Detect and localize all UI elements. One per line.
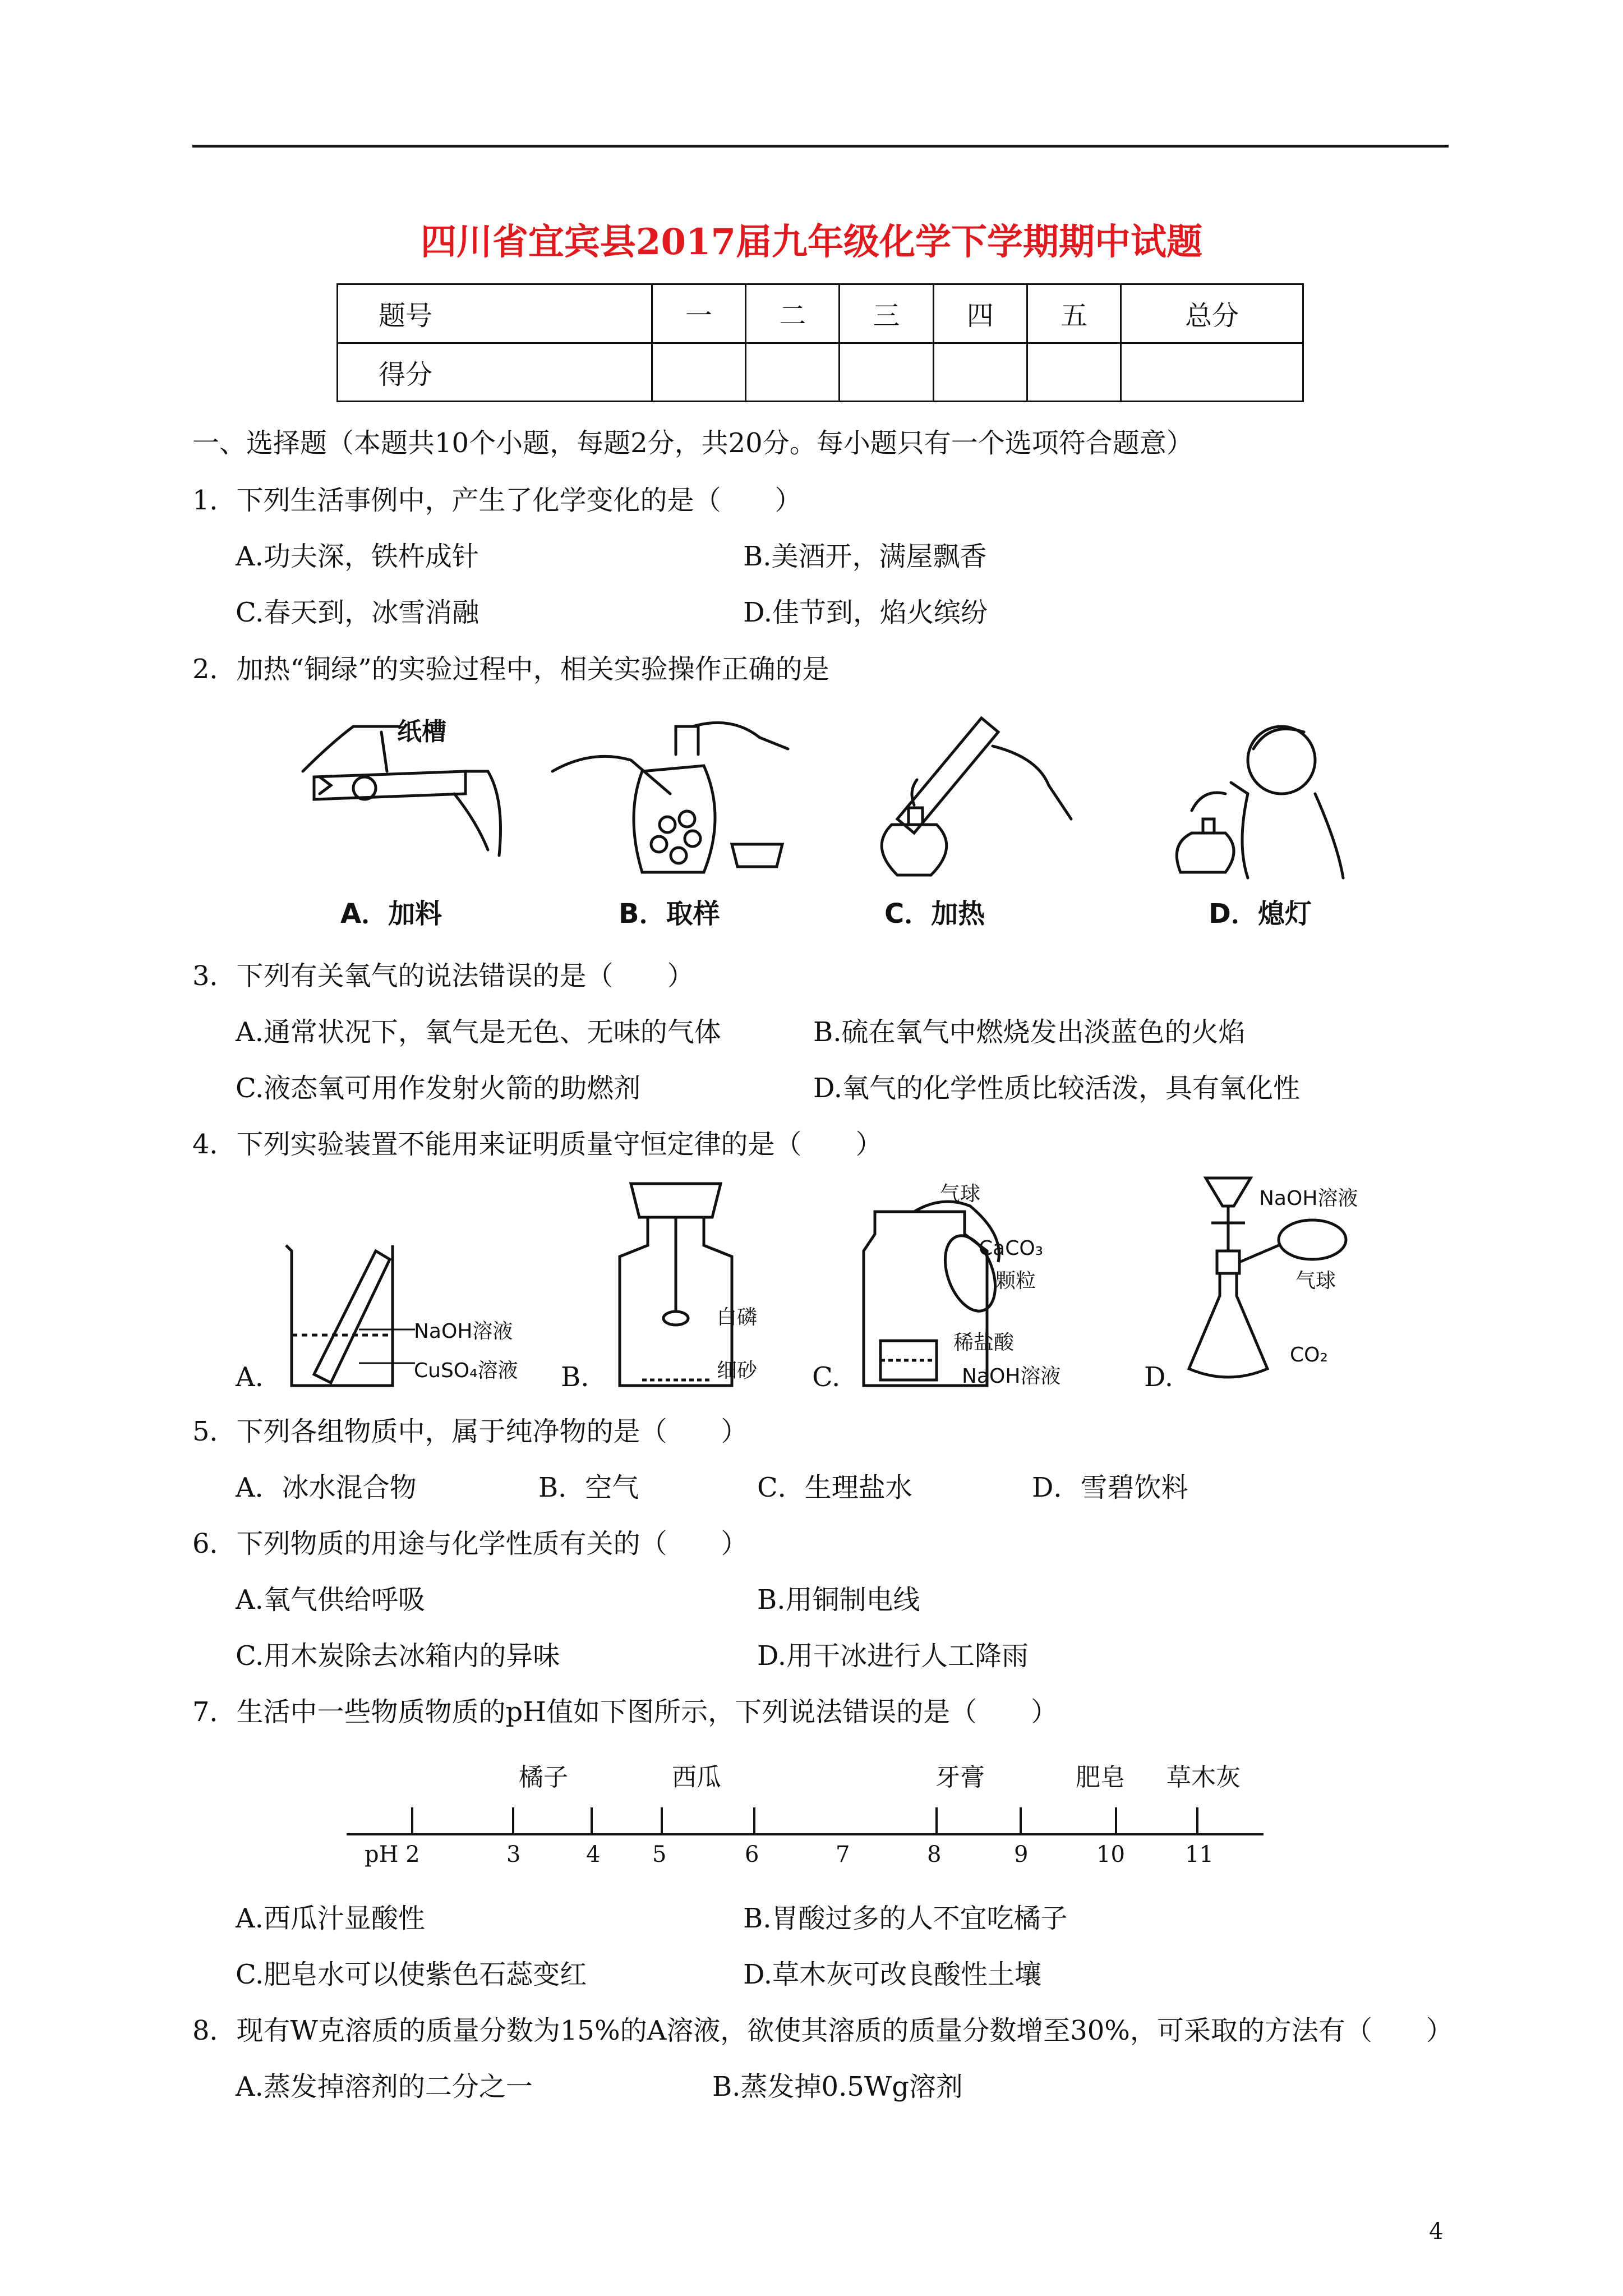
q4-a-leader-lines bbox=[359, 1324, 421, 1369]
q6-option-d: D.用干冰进行人工降雨 bbox=[757, 1640, 1029, 1672]
ph-tick bbox=[512, 1807, 514, 1833]
ph-tick bbox=[591, 1807, 593, 1833]
score-header-cell: 五 bbox=[1027, 284, 1121, 343]
q3-option-b: B.硫在氧气中燃烧发出淡蓝色的火焰 bbox=[813, 1016, 1246, 1048]
score-cell bbox=[746, 343, 840, 402]
q2-caption-c: C．加热 bbox=[884, 898, 985, 930]
q6-option-a: A.氧气供给呼吸 bbox=[236, 1584, 425, 1616]
q2-figure-d-extinguish bbox=[1169, 710, 1354, 884]
ph-tick-label: 11 bbox=[1185, 1842, 1214, 1867]
q4-c-label-hcl: 稀盐酸 bbox=[953, 1331, 1015, 1354]
ph-tick bbox=[1196, 1807, 1198, 1833]
q8-option-a: A.蒸发掉溶剂的二分之一 bbox=[236, 2071, 533, 2102]
q4-c-label-caco3: CaCO₃ bbox=[979, 1237, 1044, 1260]
q2-caption-a: A．加料 bbox=[340, 898, 442, 930]
q4-figure-a-beaker bbox=[280, 1240, 404, 1397]
q2-figure-c-heating bbox=[847, 701, 1082, 886]
ph-tick-label: 3 bbox=[506, 1842, 521, 1867]
score-header-cell: 一 bbox=[652, 284, 745, 343]
q2-figure-b-sampling bbox=[547, 704, 805, 884]
score-cell bbox=[933, 343, 1027, 402]
q5-option-c: C．生理盐水 bbox=[757, 1472, 912, 1503]
ph-tick-label: 8 bbox=[927, 1842, 942, 1867]
score-table-header-row bbox=[338, 284, 1303, 343]
score-header-cell: 四 bbox=[933, 284, 1027, 343]
q4-letter-b: B. bbox=[561, 1361, 589, 1393]
q4-letter-d: D. bbox=[1144, 1361, 1174, 1393]
ph-tick-label: 4 bbox=[586, 1842, 601, 1867]
q1-option-c: C.春天到，冰雪消融 bbox=[236, 597, 479, 628]
q1-option-d: D.佳节到，焰火缤纷 bbox=[743, 597, 988, 628]
score-row-label: 得分 bbox=[338, 343, 652, 402]
section-heading: 一、选择题（本题共10个小题，每题2分，共20分。每小题只有一个选项符合题意） bbox=[192, 427, 1193, 459]
q6-option-c: C.用木炭除去冰箱内的异味 bbox=[236, 1640, 560, 1672]
question-8-stem: 8．现有W克溶质的质量分数为15%的A溶液，欲使其溶质的质量分数增至30%，可采取的方法有（ ） bbox=[192, 2015, 1453, 2046]
q4-letter-a: A. bbox=[236, 1361, 264, 1393]
ph-tick bbox=[1115, 1807, 1117, 1833]
ph-tick bbox=[661, 1807, 663, 1833]
question-5-stem: 5．下列各组物质中，属于纯净物的是（ ） bbox=[192, 1416, 748, 1447]
q4-c-label-balloon: 气球 bbox=[940, 1182, 981, 1205]
question-4-stem: 4．下列实验装置不能用来证明质量守恒定律的是（ ） bbox=[192, 1129, 883, 1160]
score-table-score-row bbox=[338, 343, 1303, 402]
score-header-cell: 题号 bbox=[338, 284, 652, 343]
ph-tick bbox=[935, 1807, 938, 1833]
score-header-cell: 二 bbox=[746, 284, 840, 343]
q1-option-a: A.功夫深，铁杵成针 bbox=[236, 541, 479, 572]
score-table bbox=[336, 283, 1304, 402]
question-6-stem: 6．下列物质的用途与化学性质有关的（ ） bbox=[192, 1528, 748, 1559]
header-rule bbox=[192, 145, 1449, 148]
q5-option-b: B．空气 bbox=[538, 1472, 639, 1503]
q3-option-d: D.氧气的化学性质比较活泼，具有氧化性 bbox=[813, 1073, 1301, 1104]
q4-d-label-balloon: 气球 bbox=[1295, 1269, 1336, 1292]
ph-tick-label: 5 bbox=[652, 1842, 667, 1867]
ph-tick bbox=[1020, 1807, 1022, 1833]
q5-option-a: A．冰水混合物 bbox=[236, 1472, 417, 1503]
q4-d-label-naoh: NaOH溶液 bbox=[1259, 1187, 1358, 1210]
page-number: 4 bbox=[1429, 2219, 1444, 2244]
ph-substance-soap: 肥皂 bbox=[1076, 1763, 1125, 1792]
ph-tick-label: pH 2 bbox=[365, 1842, 420, 1867]
score-cell bbox=[652, 343, 745, 402]
q7-option-a: A.西瓜汁显酸性 bbox=[236, 1903, 425, 1934]
page-title: 四川省宜宾县2017届九年级化学下学期期中试题 bbox=[420, 221, 1203, 263]
ph-tick bbox=[411, 1807, 413, 1833]
question-2-stem: 2．加热“铜绿”的实验过程中，相关实验操作正确的是 bbox=[192, 654, 829, 685]
q4-letter-c: C. bbox=[812, 1361, 841, 1393]
q8-option-b: B.蒸发掉0.5Wg溶剂 bbox=[712, 2071, 963, 2102]
q2-caption-b: B．取样 bbox=[619, 898, 720, 930]
score-cell bbox=[840, 343, 933, 402]
q3-option-a: A.通常状况下，氧气是无色、无味的气体 bbox=[236, 1016, 721, 1048]
q1-option-b: B.美酒开，满屋飘香 bbox=[743, 541, 987, 572]
q4-b-label-sand: 细砂 bbox=[717, 1359, 758, 1382]
ph-tick-label: 6 bbox=[745, 1842, 759, 1867]
ph-tick-label: 7 bbox=[836, 1842, 850, 1867]
ph-substance-toothpaste: 牙膏 bbox=[935, 1763, 985, 1792]
q4-a-label-cuso4: CuSO₄溶液 bbox=[414, 1359, 518, 1382]
ph-substance-orange: 橘子 bbox=[519, 1763, 568, 1792]
q6-option-b: B.用铜制电线 bbox=[757, 1584, 920, 1616]
q2-paper-label: 纸槽 bbox=[397, 717, 446, 746]
ph-tick-label: 10 bbox=[1096, 1842, 1125, 1867]
q5-option-d: D．雪碧饮料 bbox=[1032, 1472, 1188, 1503]
score-cell bbox=[1121, 343, 1303, 402]
q7-option-c: C.肥皂水可以使紫色石蕊变红 bbox=[236, 1959, 587, 1990]
score-header-cell: 三 bbox=[840, 284, 933, 343]
q3-option-c: C.液态氧可用作发射火箭的助燃剂 bbox=[236, 1073, 641, 1104]
ph-tick bbox=[753, 1807, 755, 1833]
q7-option-b: B.胃酸过多的人不宜吃橘子 bbox=[743, 1903, 1068, 1934]
q4-c-label-naoh: NaOH溶液 bbox=[962, 1365, 1061, 1388]
q2-caption-d: D．熄灯 bbox=[1209, 898, 1312, 930]
q7-option-d: D.草木灰可改良酸性土壤 bbox=[743, 1959, 1042, 1990]
score-header-cell: 总分 bbox=[1121, 284, 1303, 343]
ph-axis-line bbox=[347, 1833, 1264, 1835]
ph-tick-label: 9 bbox=[1014, 1842, 1029, 1867]
q4-d-label-co2: CO₂ bbox=[1290, 1343, 1328, 1366]
ph-substance-plant-ash: 草木灰 bbox=[1166, 1763, 1241, 1792]
ph-substance-watermelon: 西瓜 bbox=[672, 1763, 721, 1792]
q4-c-label-granules: 颗粒 bbox=[995, 1269, 1036, 1292]
question-1-stem: 1．下列生活事例中，产生了化学变化的是（ ） bbox=[192, 485, 802, 516]
question-3-stem: 3．下列有关氧气的说法错误的是（ ） bbox=[192, 960, 694, 992]
q4-a-label-naoh: NaOH溶液 bbox=[414, 1320, 513, 1343]
q4-b-label-phosphorus: 白磷 bbox=[717, 1306, 758, 1329]
score-cell bbox=[1027, 343, 1121, 402]
question-7-stem: 7．生活中一些物质物质的pH值如下图所示，下列说法错误的是（ ） bbox=[192, 1696, 1058, 1728]
